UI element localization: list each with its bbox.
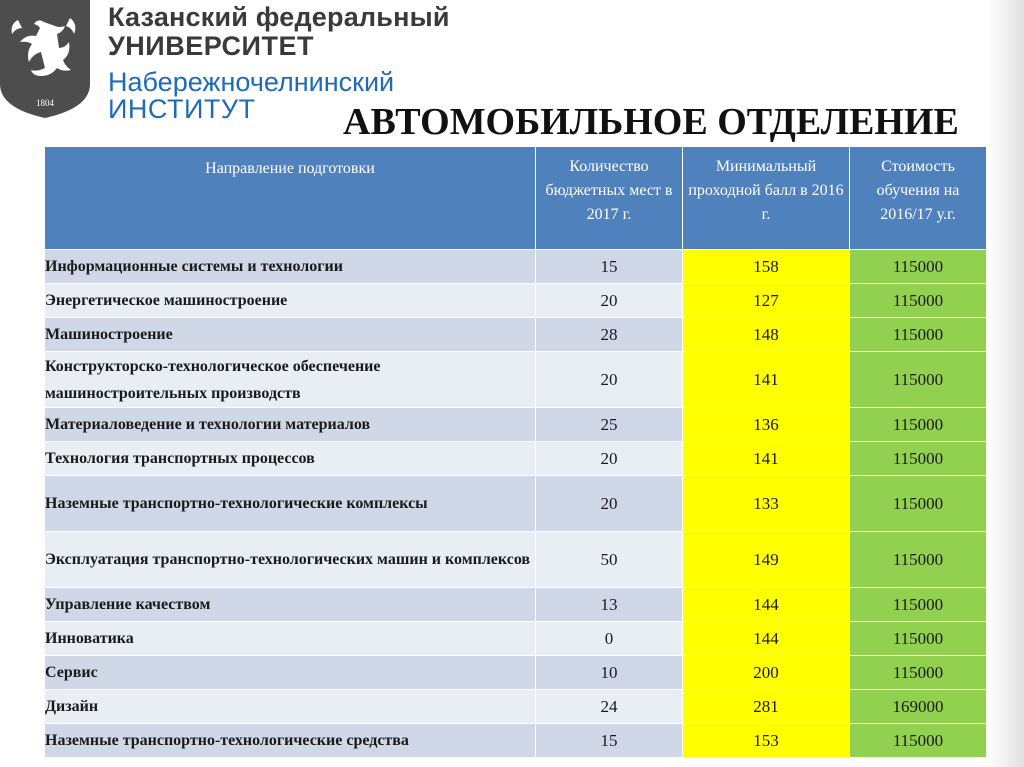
direction-name: Информационные системы и технологии xyxy=(45,250,536,284)
tuition-cost: 115000 xyxy=(850,442,987,476)
tuition-cost: 115000 xyxy=(850,352,987,408)
table-row xyxy=(45,588,987,622)
kfu-shield-logo-icon xyxy=(0,0,92,118)
tuition-cost: 115000 xyxy=(850,724,987,758)
min-score: 136 xyxy=(683,408,850,442)
tuition-cost: 115000 xyxy=(850,656,987,690)
min-score: 149 xyxy=(683,532,850,588)
budget-places: 13 xyxy=(536,588,683,622)
org-name-line2: УНИВЕРСИТЕТ xyxy=(108,31,314,61)
budget-places: 20 xyxy=(536,442,683,476)
direction-name: Дизайн xyxy=(45,690,536,724)
table-row xyxy=(45,690,987,724)
direction-name: Наземные транспортно-технологические средства xyxy=(45,724,536,758)
tuition-cost: 115000 xyxy=(850,622,987,656)
slide-edge-shadow xyxy=(988,0,1024,767)
budget-places: 20 xyxy=(536,352,683,408)
table-row xyxy=(45,284,987,318)
header-min-score: Минимальный проходной балл в 2016 г. xyxy=(683,147,850,250)
min-score: 153 xyxy=(683,724,850,758)
page-title: АВТОМОБИЛЬНОЕ ОТДЕЛЕНИЕ xyxy=(343,101,959,143)
header-cost: Стоимость обучения на 2016/17 у.г. xyxy=(850,147,987,250)
budget-places: 0 xyxy=(536,622,683,656)
table-row xyxy=(45,352,987,408)
direction-name: Технология транспортных процессов xyxy=(45,442,536,476)
min-score: 200 xyxy=(683,656,850,690)
direction-name: Эксплуатация транспортно-технологических машин и комплексов xyxy=(45,532,536,588)
table-row xyxy=(45,656,987,690)
header-budget-places: Количество бюджетных мест в 2017 г. xyxy=(536,147,683,250)
table-header-row xyxy=(45,147,987,250)
table-row xyxy=(45,250,987,284)
direction-name: Энергетическое машиностроение xyxy=(45,284,536,318)
direction-name: Сервис xyxy=(45,656,536,690)
min-score: 133 xyxy=(683,476,850,532)
table-row xyxy=(45,476,987,532)
budget-places: 15 xyxy=(536,724,683,758)
tuition-cost: 115000 xyxy=(850,408,987,442)
tuition-cost: 115000 xyxy=(850,476,987,532)
budget-places: 24 xyxy=(536,690,683,724)
table-row xyxy=(45,532,987,588)
institute-name-line1: Набережночелнинский xyxy=(108,67,395,97)
min-score: 148 xyxy=(683,318,850,352)
table-row xyxy=(45,442,987,476)
table-row xyxy=(45,318,987,352)
direction-name: Конструкторско-технологическое обеспечение машиностроительных производств xyxy=(45,352,536,408)
min-score: 144 xyxy=(683,622,850,656)
budget-places: 20 xyxy=(536,284,683,318)
min-score: 127 xyxy=(683,284,850,318)
budget-places: 25 xyxy=(536,408,683,442)
direction-name: Управление качеством xyxy=(45,588,536,622)
min-score: 144 xyxy=(683,588,850,622)
tuition-cost: 115000 xyxy=(850,284,987,318)
direction-name: Наземные транспортно-технологические комплексы xyxy=(45,476,536,532)
tuition-cost: 115000 xyxy=(850,318,987,352)
budget-places: 50 xyxy=(536,532,683,588)
tuition-cost: 169000 xyxy=(850,690,987,724)
min-score: 281 xyxy=(683,690,850,724)
budget-places: 15 xyxy=(536,250,683,284)
budget-places: 28 xyxy=(536,318,683,352)
org-name-line1: Казанский федеральный xyxy=(108,2,450,32)
header-direction: Направление подготовки xyxy=(45,147,536,250)
min-score: 141 xyxy=(683,352,850,408)
table-row xyxy=(45,408,987,442)
tuition-cost: 115000 xyxy=(850,532,987,588)
budget-places: 10 xyxy=(536,656,683,690)
table-row xyxy=(45,724,987,758)
admissions-table xyxy=(44,146,987,758)
min-score: 141 xyxy=(683,442,850,476)
tuition-cost: 115000 xyxy=(850,588,987,622)
tuition-cost: 115000 xyxy=(850,250,987,284)
direction-name: Инноватика xyxy=(45,622,536,656)
min-score: 158 xyxy=(683,250,850,284)
logo-year: 1804 xyxy=(36,98,54,108)
direction-name: Машиностроение xyxy=(45,318,536,352)
table-row xyxy=(45,622,987,656)
institute-name-line2: ИНСТИТУТ xyxy=(108,94,256,124)
direction-name: Материаловедение и технологии материалов xyxy=(45,408,536,442)
budget-places: 20 xyxy=(536,476,683,532)
